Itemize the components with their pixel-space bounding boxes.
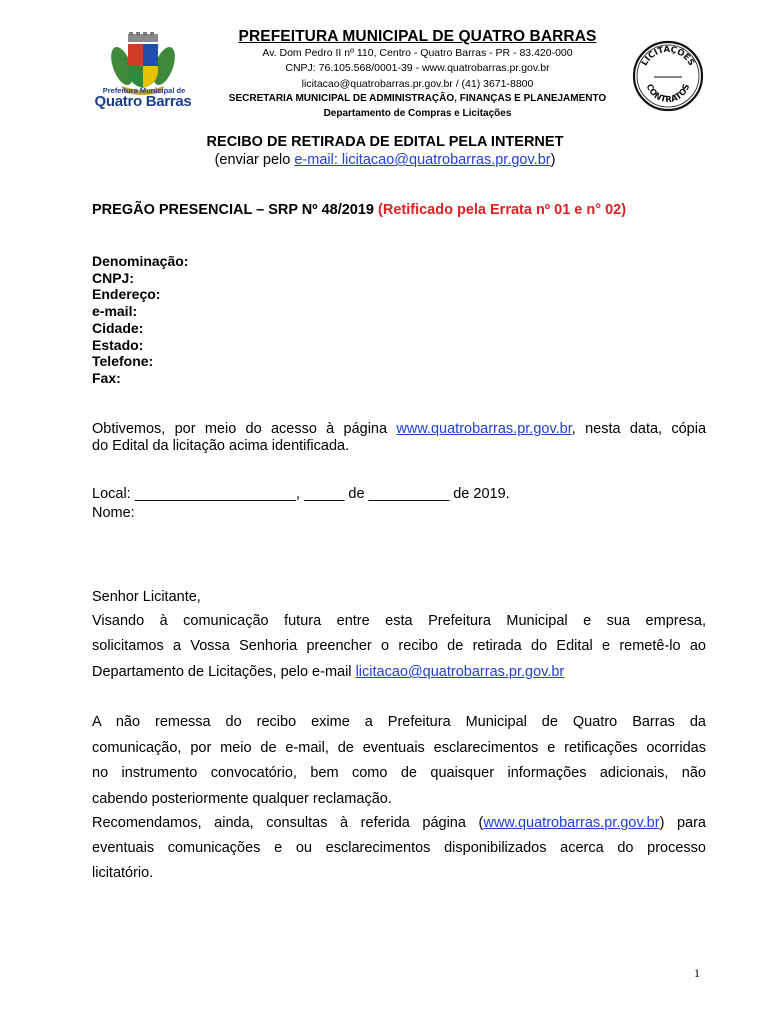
logo-line2: Quatro Barras: [94, 93, 192, 110]
notice-p2-l3: no instrumento convocatório, bem como de quaisquer informações adicionais, não: [92, 765, 706, 781]
seal-top-text: LICITAÇÕES: [639, 44, 697, 68]
notice-p3-l2: eventuais comunicações e ou esclarecimentos disponibilizados acerca do processo: [92, 840, 706, 856]
form-fields: [92, 253, 188, 387]
notice-p3-l3: licitatório.: [92, 865, 154, 881]
process-errata: (Retificado pela Errata nº 01 e n° 02): [378, 202, 627, 218]
header-department: Departamento de Compras e Licitações: [323, 108, 512, 119]
header-address: Av. Dom Pedro II nº 110, Centro - Quatro Barras - PR - 83.420-000: [262, 47, 573, 59]
page-number: 1: [694, 966, 700, 980]
notice-p2-l4: cabendo posteriormente qualquer reclamação.: [92, 791, 392, 807]
statement-site-link[interactable]: www.quatrobarras.pr.gov.br: [396, 421, 572, 437]
page-title: PREFEITURA MUNICIPAL DE QUATRO BARRAS: [238, 28, 597, 45]
field-state: Estado:: [92, 336, 144, 353]
field-phone: Telefone:: [92, 353, 154, 370]
notice-p2-l1: A não remessa do recibo exime a Prefeitura Municipal de Quatro Barras da: [92, 714, 706, 730]
receipt-subtitle: [0, 152, 770, 168]
notice-p1-l3-prefix: Departamento de Licitações, pelo e-mail: [92, 664, 356, 680]
field-email: e-mail:: [92, 303, 138, 320]
statement-prefix: Obtivemos, por meio do acesso à página: [92, 421, 397, 437]
notice-p1-l2: solicitamos a Vossa Senhoria preencher o recibo de retirada do Edital e remetê-lo ao: [92, 638, 706, 654]
receipt-email-link[interactable]: e-mail: licitacao@quatrobarras.pr.gov.br: [294, 152, 551, 168]
field-city: Cidade:: [92, 319, 144, 336]
notice-p2-l2: comunicação, por meio de e-mail, de eventuais esclarecimentos e retificações ocorridas: [92, 740, 706, 756]
receipt-subtitle-prefix: (enviar pelo: [214, 152, 295, 168]
signature-name: Nome:: [92, 505, 135, 521]
header-contact: licitacao@quatrobarras.pr.gov.br / (41) 3671-8800: [301, 78, 534, 90]
licitacoes-seal: [632, 40, 704, 112]
notice-p1-l3: [92, 664, 564, 680]
field-address: Endereço:: [92, 286, 161, 303]
header-cnpj: CNPJ: 76.105.568/0001-39 - www.quatrobarras.pr.gov.br: [285, 62, 550, 74]
signature-local: Local: ____________________, _____ de __________ de 2019.: [92, 486, 510, 502]
notice-email-link[interactable]: licitacao@quatrobarras.pr.gov.br: [355, 664, 565, 680]
municipality-logo: [92, 32, 194, 112]
field-fax: Fax:: [92, 369, 121, 386]
process-label: PREGÃO PRESENCIAL – SRP Nº 48/2019: [92, 202, 379, 218]
seal-bottom-text: CONTRATOS: [643, 82, 693, 106]
receipt-subtitle-suffix: ): [550, 152, 556, 168]
logo-line1: Prefeitura Municipal de: [102, 86, 186, 95]
header-secretariat: SECRETARIA MUNICIPAL DE ADMINISTRAÇÃO, FINANÇAS E PLANEJAMENTO: [228, 93, 607, 104]
notice-p1-l1: Visando à comunicação futura entre esta Prefeitura Municipal e sua empresa,: [92, 613, 706, 629]
statement-line2: do Edital da licitação acima identificada.: [92, 438, 350, 454]
notice-p3-l1: [92, 815, 706, 831]
notice-p3-l1-suffix: ) para: [659, 815, 706, 831]
notice-site-link[interactable]: www.quatrobarras.pr.gov.br: [483, 815, 660, 831]
statement-line1: [92, 420, 706, 438]
notice-p3-l1-prefix: Recomendamos, ainda, consultas à referida página (: [92, 815, 484, 831]
receipt-title: RECIBO DE RETIRADA DE EDITAL PELA INTERNET: [206, 134, 564, 150]
notice-greeting: Senhor Licitante,: [92, 589, 201, 605]
seal-icon: [632, 40, 704, 112]
statement-suffix: , nesta data, cópia: [571, 421, 707, 437]
field-cnpj: CNPJ:: [92, 269, 135, 286]
field-name: Denominação:: [92, 253, 189, 269]
process-line: [92, 202, 626, 218]
